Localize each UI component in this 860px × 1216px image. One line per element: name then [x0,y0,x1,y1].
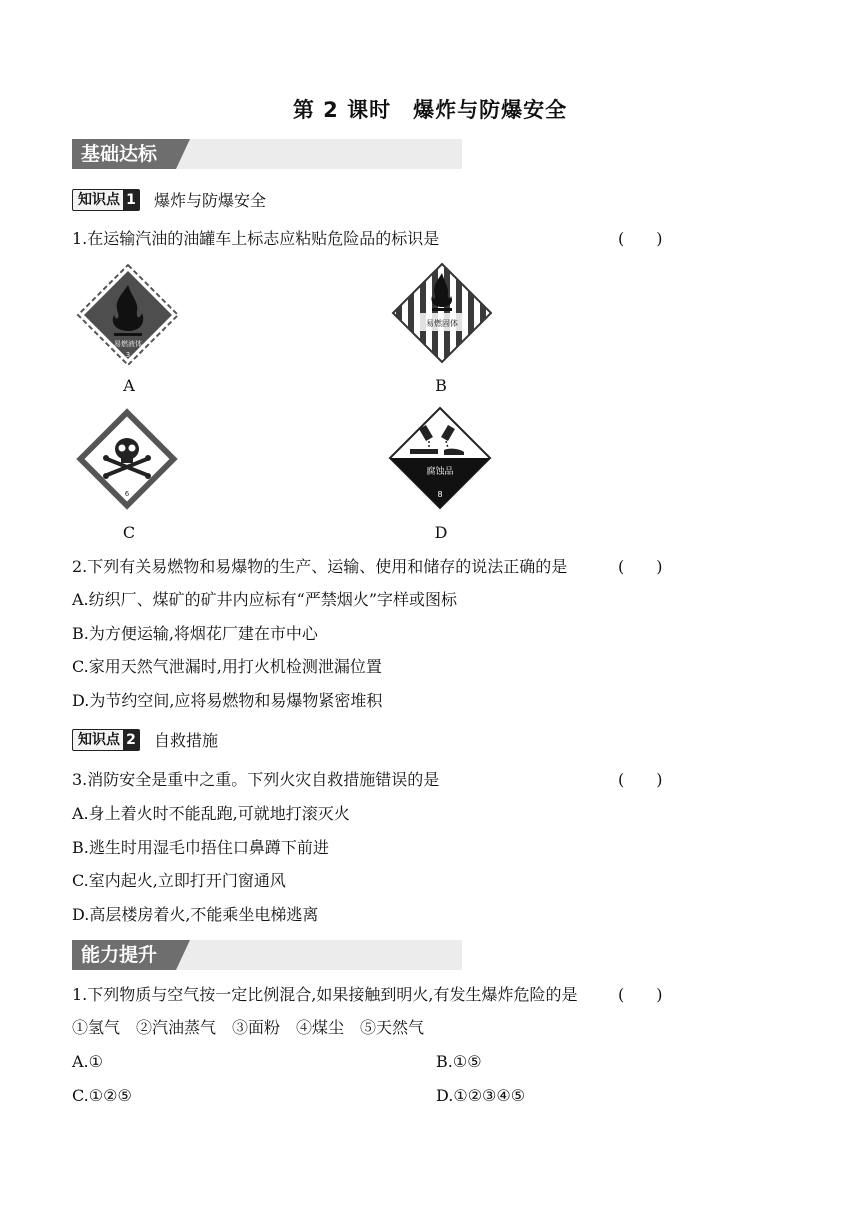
sign-text: 易燃固体 [426,319,458,328]
knowledge-point-1 [72,188,266,210]
flammable-liquid-sign [76,263,180,367]
practice-1-stem: 1.下列物质与空气按一定比例混合,如果接触到明火,有发生爆炸危险的是 [72,985,578,1004]
answer-bracket: ( ) [618,557,663,576]
option-b: B.为方便运输,将烟花厂建在市中心 [72,624,318,643]
section-banner-basic [72,139,462,169]
section-label: 基础达标 [72,139,176,169]
option-d: D.高层楼房着火,不能乘坐电梯逃离 [72,905,319,924]
answer-bracket: ( ) [618,770,663,789]
sign-number: 8 [437,490,443,499]
flammable-solid-sign [390,261,494,365]
option-a: A.身上着火时不能乱跑,可就地打滚灭火 [72,804,350,823]
knowledge-point-2 [72,728,218,750]
question-1-stem: 1.在运输汽油的油罐车上标志应粘贴危险品的标识是 [72,229,440,248]
option-c: C.家用天然气泄漏时,用打火机检测泄漏位置 [72,657,382,676]
option-b: B.①⑤ [436,1052,482,1071]
knowledge-point-badge: 知识点 2 [72,729,140,751]
section-banner-advanced [72,940,462,970]
option-d: D.为节约空间,应将易燃物和易爆物紧密堆积 [72,691,383,710]
practice-1-items: ①氢气 ②汽油蒸气 ③面粉 ④煤尘 ⑤天然气 [72,1018,425,1037]
sign-number: 4 [439,345,445,353]
section-label: 能力提升 [72,940,176,970]
answer-bracket: ( ) [618,229,663,248]
option-d: D.①②③④⑤ [436,1086,526,1105]
knowledge-point-badge: 知识点 1 [72,189,140,211]
knowledge-point-title: 自救措施 [154,731,219,750]
option-c: C.室内起火,立即打开门窗通风 [72,871,286,890]
sign-text: 易燃液体 [114,340,142,348]
option-a: A.① [72,1052,103,1071]
question-3-stem: 3.消防安全是重中之重。下列火灾自救措施错误的是 [72,770,440,789]
sign-number: 3 [125,351,131,359]
sign-number: 6 [124,490,130,498]
page-title: 第 2 课时 爆炸与防爆安全 [292,98,568,122]
option-a: A.纺织厂、煤矿的矿井内应标有“严禁烟火”字样或图标 [72,590,458,609]
answer-bracket: ( ) [618,985,663,1004]
option-letter: B [435,376,447,395]
option-b: B.逃生时用湿毛巾捂住口鼻蹲下前进 [72,838,329,857]
question-2-stem: 2.下列有关易燃物和易爆物的生产、运输、使用和储存的说法正确的是 [72,557,568,576]
knowledge-point-title: 爆炸与防爆安全 [154,191,267,210]
option-c: C.①②⑤ [72,1086,132,1105]
corrosive-sign [386,404,494,512]
toxic-skull-sign [75,407,179,511]
option-letter: D [434,523,448,542]
option-letter: A [123,376,135,395]
option-letter: C [122,523,136,542]
sign-text: 腐蚀品 [426,467,454,477]
